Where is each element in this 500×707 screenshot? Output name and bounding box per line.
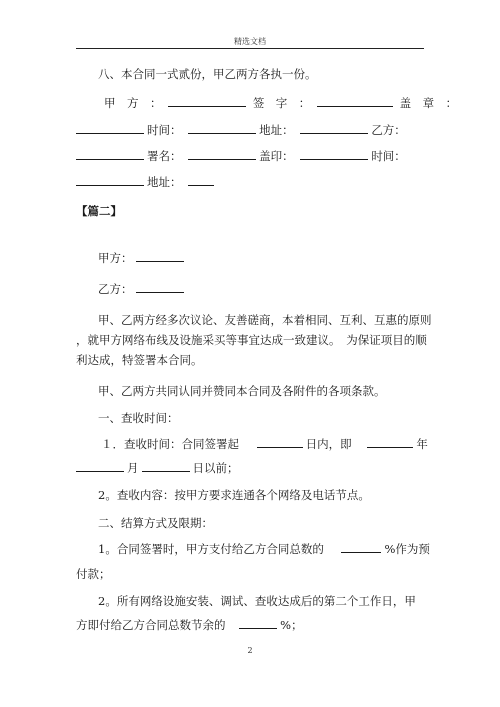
- inspection-item-1-suffix: 年: [416, 437, 428, 451]
- blank-field: [76, 122, 144, 134]
- section-title: 【篇二】: [76, 204, 122, 218]
- blank-field: [76, 460, 124, 472]
- party-b-label: 乙方：: [98, 282, 133, 296]
- signature-row-4: [76, 174, 426, 190]
- signature-row-1: [104, 95, 458, 111]
- blank-field: [257, 436, 303, 448]
- address-label: 地址：: [259, 123, 294, 137]
- time-label: 时间：: [371, 149, 406, 163]
- day-label: 日以前；: [192, 461, 239, 475]
- party-b-label: 乙方：: [371, 123, 406, 137]
- signature-row-2: [76, 122, 426, 138]
- preamble-line-1: 甲、乙两方经多次议论、友善磋商，本着相同、互利、互惠的原则: [98, 313, 432, 327]
- payment-heading: 二、结算方式及限期：: [98, 516, 213, 530]
- header-divider: [76, 48, 424, 49]
- blank-field: [300, 148, 368, 160]
- payment-item-1-suffix: %作为预: [384, 542, 430, 556]
- inspection-item-1: [101, 436, 451, 452]
- party-a-line: [98, 250, 448, 266]
- inspection-item-1-prefix: １．查收时间：合同签署起: [101, 437, 239, 451]
- blank-field: [239, 617, 277, 629]
- payment-item-2-suffix: %；: [280, 618, 303, 632]
- signature-row-3: [76, 148, 426, 164]
- clause-8: 八、本合同一式贰份，甲乙两方各执一份。: [98, 67, 317, 81]
- payment-item-1: [98, 541, 448, 557]
- preamble-line-3: 利达成，特签署本合同。: [76, 353, 203, 367]
- blank-field: [367, 436, 413, 448]
- blank-field: [76, 174, 144, 186]
- blank-field: [188, 122, 256, 134]
- blank-field: [188, 174, 214, 186]
- blank-field: [76, 148, 144, 160]
- payment-item-1-cont: 付款；: [76, 567, 111, 581]
- month-label: 月: [127, 461, 139, 475]
- party-a-label: 甲方：: [98, 251, 133, 265]
- inspection-item-1-mid: 日内，即: [305, 437, 352, 451]
- inspection-heading: 一、查收时间：: [98, 411, 179, 425]
- blank-field: [300, 122, 368, 134]
- page-number: 2: [247, 646, 253, 655]
- blank-field: [168, 95, 246, 107]
- payment-item-2-prefix: 方即付给乙方合同总数节余的: [76, 618, 226, 632]
- blank-field: [136, 250, 184, 262]
- seal-label: 盖 章 ：: [399, 96, 458, 110]
- blank-field: [188, 148, 256, 160]
- party-b-line: [98, 281, 448, 297]
- blank-field: [136, 281, 184, 293]
- sign-label: 签 字 ：: [252, 96, 311, 110]
- inspection-item-1-cont: [76, 460, 426, 476]
- payment-item-1-prefix: 1。合同签署时，甲方支付给乙方合同总数的: [98, 542, 324, 556]
- address-label: 地址：: [147, 175, 182, 189]
- stamp-label: 盖印：: [259, 149, 294, 163]
- agreement-line: 甲、乙两方共同认同并赞同本合同及各附件的各项条款。: [98, 384, 386, 398]
- time-label: 时间：: [147, 123, 182, 137]
- blank-field: [341, 541, 381, 553]
- blank-field: [142, 460, 190, 472]
- signature-label: 署名：: [147, 149, 182, 163]
- inspection-item-2: 2。查收内容：按甲方要求连通各个网络及电话节点。: [98, 488, 370, 502]
- payment-item-2-line-1: 2。所有网络设施安装、调试、查收达成后的第二个工作日，甲: [98, 594, 416, 608]
- page-header: 精选文档: [234, 37, 266, 46]
- preamble-line-2: ，就甲方网络布线及设施采买等事宜达成一致建议。 为保证项目的顺: [76, 333, 427, 347]
- party-a-label: 甲 方 ：: [104, 96, 162, 110]
- blank-field: [317, 95, 393, 107]
- payment-item-2-line-2: [76, 617, 426, 633]
